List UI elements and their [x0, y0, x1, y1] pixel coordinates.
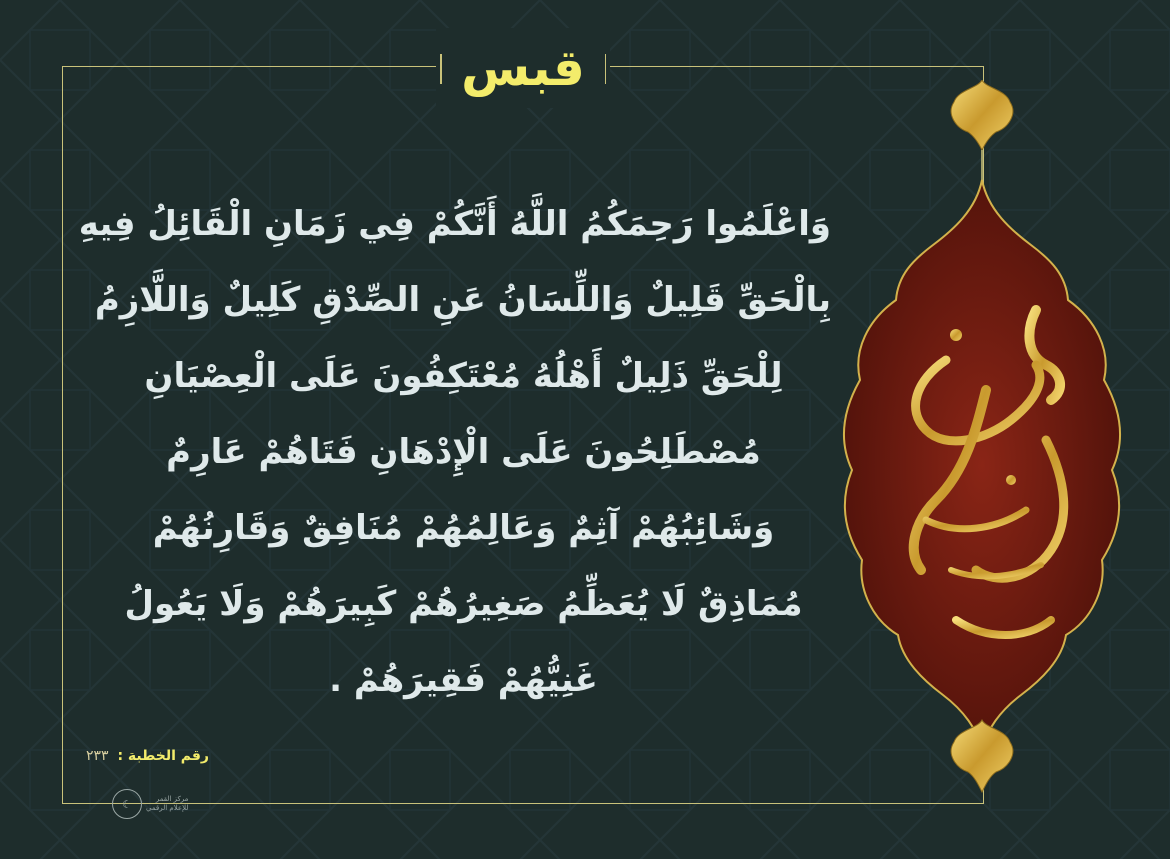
sermon-reference: [86, 748, 209, 764]
title-box: [436, 28, 610, 108]
quote-text: [78, 186, 831, 718]
bottom-ornament-icon: [951, 720, 1013, 792]
quote-line: غَنِيُّهُمْ فَقِيرَهُمْ .: [329, 660, 598, 700]
publisher-logo: [112, 789, 188, 819]
emblem-shape: [844, 180, 1120, 750]
sermon-number: ٢٣٣: [86, 748, 109, 764]
quote-line: مُمَاذِقٌ لَا يُعَظِّمُ صَغِيرُهُمْ كَبِيرَهُمْ وَلَا يَعُولُ: [124, 584, 803, 624]
quote-line: بِالْحَقِّ قَلِيلٌ وَاللِّسَانُ عَنِ الصِّدْقِ كَلِيلٌ وَاللَّازِمُ: [94, 280, 831, 320]
top-ornament-icon: [951, 80, 1013, 180]
quote-line: وَاعْلَمُوا رَحِمَكُمُ اللَّهُ أَنَّكُمْ فِي زَمَانِ الْقَائِلُ فِيهِ: [78, 204, 831, 244]
publisher-name: مركز القمر للإعلام الرقمي: [146, 795, 189, 812]
quote-line: مُصْطَلِحُونَ عَلَى الْإِدْهَانِ فَتَاهُمْ عَارِمٌ: [166, 432, 761, 472]
card-title: قبس: [461, 39, 585, 97]
sermon-label: رقم الخطبة :: [117, 748, 209, 764]
quote-line: لِلْحَقِّ ذَلِيلٌ أَهْلُهُ مُعْتَكِفُونَ عَلَى الْعِصْيَانِ: [144, 356, 783, 396]
quote-line: وَشَائِبُهُمْ آثِمٌ وَعَالِمُهُمْ مُنَافِقٌ وَقَارِنُهُمْ: [152, 508, 775, 548]
nahj-albalagha-emblem: [836, 80, 1128, 800]
moon-logo-icon: ☾: [112, 789, 142, 819]
